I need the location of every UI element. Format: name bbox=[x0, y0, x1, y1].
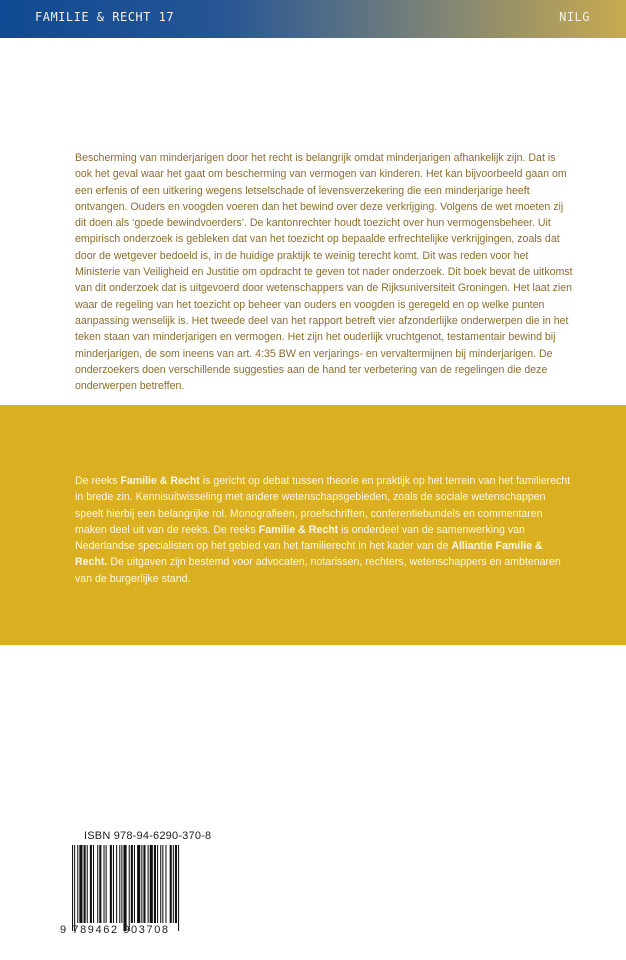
publisher-name: NILG bbox=[559, 10, 590, 24]
barcode-bar bbox=[175, 845, 177, 923]
series-text-2: is gericht op debat tussen theorie en praktijk op het terrein van het familierecht in brede zin. Kennisuitwisseling met andere wetenschapsgebieden, zoals de sociale wetenschappen speelt hierbij een belangrijke rol. Monografieën, proefschriften, conferentiebundels en commentaren maken deel uit van de reeks. De reeks bbox=[75, 475, 571, 536]
barcode-bar bbox=[143, 845, 145, 923]
barcode-bar bbox=[165, 845, 166, 923]
isbn-block bbox=[60, 830, 225, 940]
barcode-bar bbox=[123, 845, 126, 931]
barcode bbox=[60, 845, 225, 940]
barcode-bar bbox=[93, 845, 94, 923]
alliance-name-bold: Alliantie Familie & Recht. bbox=[75, 540, 543, 569]
barcode-bar bbox=[72, 845, 73, 931]
series-name-bold: Familie & Recht bbox=[120, 475, 200, 487]
barcode-bar bbox=[104, 845, 105, 923]
barcode-bar bbox=[162, 845, 163, 923]
series-text-4: De uitgaven zijn bestemd voor advocaten, notarissen, rechters, wetenschappers en ambtenaren van de burgerlijke stand. bbox=[75, 556, 561, 585]
barcode-bar bbox=[129, 845, 130, 931]
barcode-bar bbox=[99, 845, 101, 923]
barcode-bar bbox=[121, 845, 122, 923]
series-paragraph bbox=[75, 473, 575, 587]
barcode-bar bbox=[116, 845, 117, 923]
barcode-bar bbox=[113, 845, 114, 923]
barcode-bar bbox=[106, 845, 107, 923]
barcode-digits: 9 789462 903708 bbox=[60, 924, 170, 936]
book-summary bbox=[75, 150, 575, 394]
barcode-bar bbox=[97, 845, 98, 923]
barcode-bar bbox=[150, 845, 153, 923]
barcode-bar bbox=[77, 845, 78, 923]
barcode-bar bbox=[119, 845, 120, 923]
barcode-bar bbox=[141, 845, 142, 923]
series-title: FAMILIE & RECHT 17 bbox=[35, 10, 175, 24]
barcode-bar bbox=[157, 845, 158, 923]
series-text-1: De reeks bbox=[75, 475, 121, 487]
barcode-bar bbox=[178, 845, 179, 931]
isbn-label: ISBN 978-94-6290-370-8 bbox=[84, 830, 212, 842]
barcode-bar bbox=[90, 845, 92, 923]
series-description bbox=[75, 473, 575, 587]
barcode-bar bbox=[74, 845, 75, 931]
barcode-bar bbox=[137, 845, 140, 923]
barcode-bar bbox=[79, 845, 82, 923]
barcode-bar bbox=[131, 845, 133, 923]
summary-paragraph: Bescherming van minderjarigen door het recht is belangrijk omdat minderjarigen afhankelijk zijn. Dat is ook het geval waar het gaat om bescherming van vermogen van kinderen. Het kan bijvoorbeeld gaan om een erfenis of een uitkering wegens letselschade of levensverzekering die een minderjarige heeft ontvangen. Ouders en voogden voeren dan het bewind over deze verkrijging. Volgens de wet moeten zij dit doen als ‘goede bewindvoerders’. De kantonrechter houdt toezicht over hun vermogensbeheer. Uit empirisch onderzoek is gebleken dat van het toezicht op bepaalde erfrechtelijke verkrijgingen, zoals dat door de wetgever bedoeld is, in de huidige praktijk te weinig terecht komt. Dit was reden voor het Ministerie van Veiligheid en Justitie om opdracht te geven tot nader onderzoek. Dit boek bevat de uitkomst van dit onderzoek dat is uitgevoerd door wetenschappers van de Rijksuniversiteit Groningen. Het laat zien waar de regeling van het toezicht op beheer van ouders en voogden is geregeld en op welke punten aanpassing wenselijk is. Het tweede deel van het rapport betreft vier afzonderlijke onderwerpen die in het teken staan van minderjarigen en vermogen. Het zijn het ouderlijk vruchtgenot, testamentair bewind bij minderjarigen, de som ineens van art. 4:35 BW en verjarings- en vervaltermijnen bij minderjarigen. De onderzoekers doen verschillende suggesties aan de hand ter verbetering van de regelingen die deze onderwerpen betreffen. bbox=[75, 152, 573, 393]
barcode-bar bbox=[154, 845, 156, 923]
barcode-bar bbox=[110, 845, 112, 923]
series-name-bold-2: Familie & Recht bbox=[258, 523, 339, 536]
barcode-bar bbox=[87, 845, 88, 923]
barcode-bar bbox=[134, 845, 135, 923]
barcode-bar bbox=[160, 845, 161, 923]
barcode-bar bbox=[148, 845, 149, 923]
series-text-3: is onderdeel van de samenwerking van Nederlandse specialisten op het gebied van het familierecht in het kader van de bbox=[75, 523, 525, 553]
barcode-bar bbox=[170, 845, 172, 923]
series-header-bar bbox=[0, 0, 626, 38]
barcode-bar bbox=[84, 845, 86, 923]
barcode-bar bbox=[173, 845, 174, 923]
